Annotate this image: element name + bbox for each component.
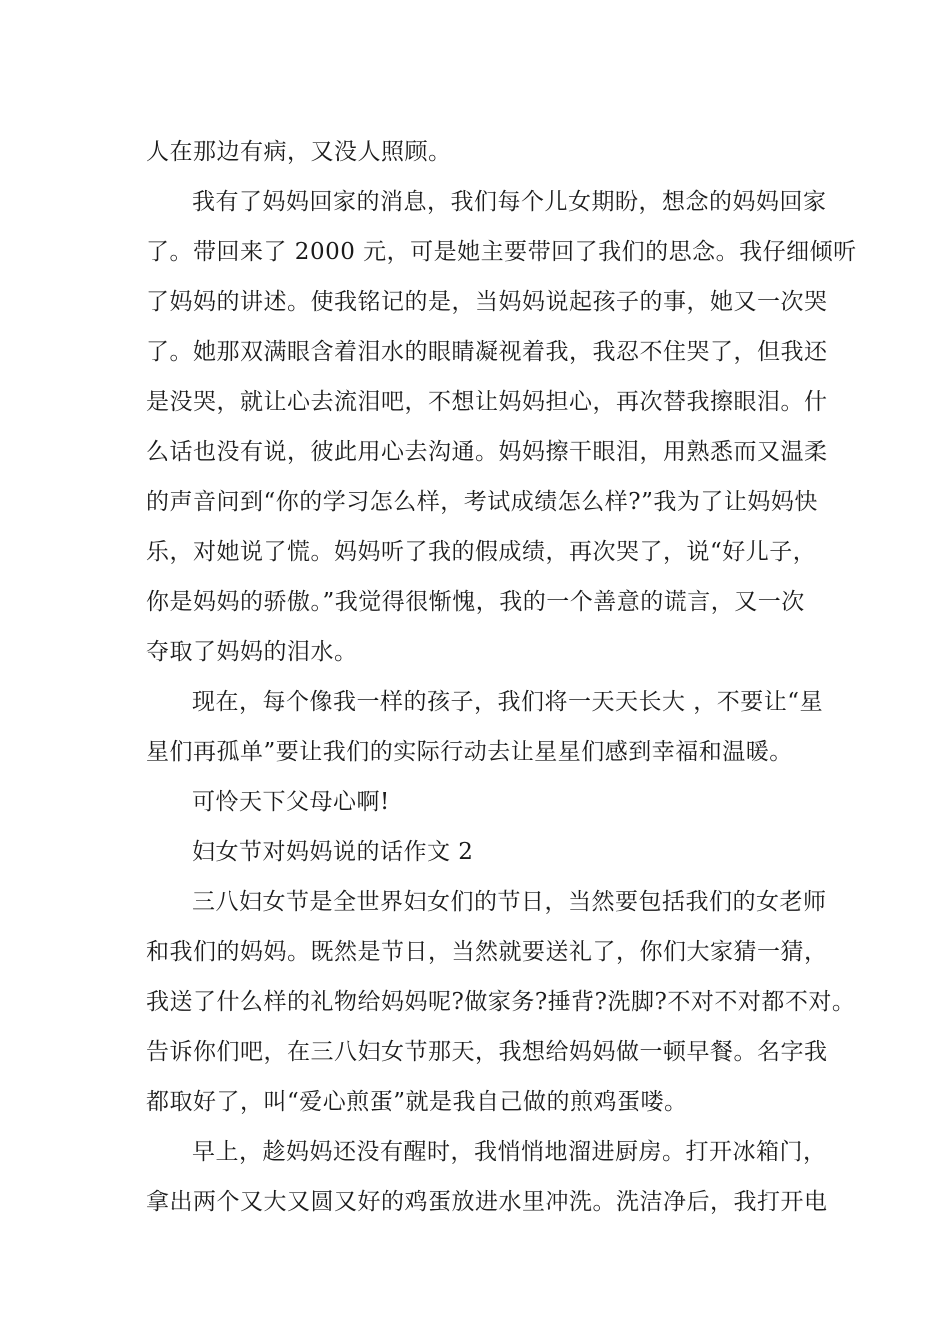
text-line: 了妈妈的讲述。使我铭记的是，当妈妈说起孩子的事，她又一次哭: [146, 289, 828, 315]
paragraph-first-line: 三八妇女节是全世界妇女们的节日，当然要包括我们的女老师: [192, 889, 827, 915]
text-line: 告诉你们吧，在三八妇女节那天，我想给妈妈做一顿早餐。名字我: [146, 1039, 828, 1065]
text-line: 的声音问到“你的学习怎么样，考试成绩怎么样?”我为了让妈妈快: [146, 489, 818, 515]
text-line: 夺取了妈妈的泪水。: [146, 639, 358, 665]
text-line: 都取好了，叫“爱心煎蛋”就是我自己做的煎鸡蛋喽。: [146, 1089, 688, 1115]
text-line: 么话也没有说，彼此用心去沟通。妈妈擦干眼泪，用熟悉而又温柔: [146, 439, 828, 465]
text-line: 你是妈妈的骄傲。”我觉得很惭愧，我的一个善意的谎言，又一次: [146, 589, 805, 615]
paragraph-first-line: 早上，趁妈妈还没有醒时，我悄悄地溜进厨房。打开冰箱门，: [192, 1139, 827, 1165]
text-line: 我送了什么样的礼物给妈妈呢?做家务?捶背?洗脚?不对不对都不对。: [146, 989, 856, 1015]
paragraph-first-line: 现在，每个像我一样的孩子，我们将一天天长大 ，不要让“星: [192, 689, 824, 715]
text-line: 星们再孤单”要让我们的实际行动去让星星们感到幸福和温暖。: [146, 739, 793, 765]
text-line: 和我们的妈妈。既然是节日，当然就要送礼了，你们大家猜一猜，: [146, 939, 828, 965]
paragraph-first-line: 可怜天下父母心啊!: [192, 789, 390, 815]
text-line: 人在那边有病，又没人照顾。: [146, 139, 452, 165]
text-line: 了。她那双满眼含着泪水的眼睛凝视着我，我忍不住哭了，但我还: [146, 339, 828, 365]
section-heading: 妇女节对妈妈说的话作文 2: [192, 839, 474, 865]
paragraph-first-line: 我有了妈妈回家的消息，我们每个儿女期盼，想念的妈妈回家: [192, 189, 827, 215]
text-line: 拿出两个又大又圆又好的鸡蛋放进水里冲洗。洗洁净后，我打开电: [146, 1189, 828, 1215]
text-line: 是没哭，就让心去流泪吧，不想让妈妈担心，再次替我擦眼泪。什: [146, 389, 828, 415]
text-line: 乐，对她说了慌。妈妈听了我的假成绩，再次哭了，说“好儿子，: [146, 539, 817, 565]
text-line: 了。带回来了 2000 元，可是她主要带回了我们的思念。我仔细倾听: [146, 239, 857, 265]
